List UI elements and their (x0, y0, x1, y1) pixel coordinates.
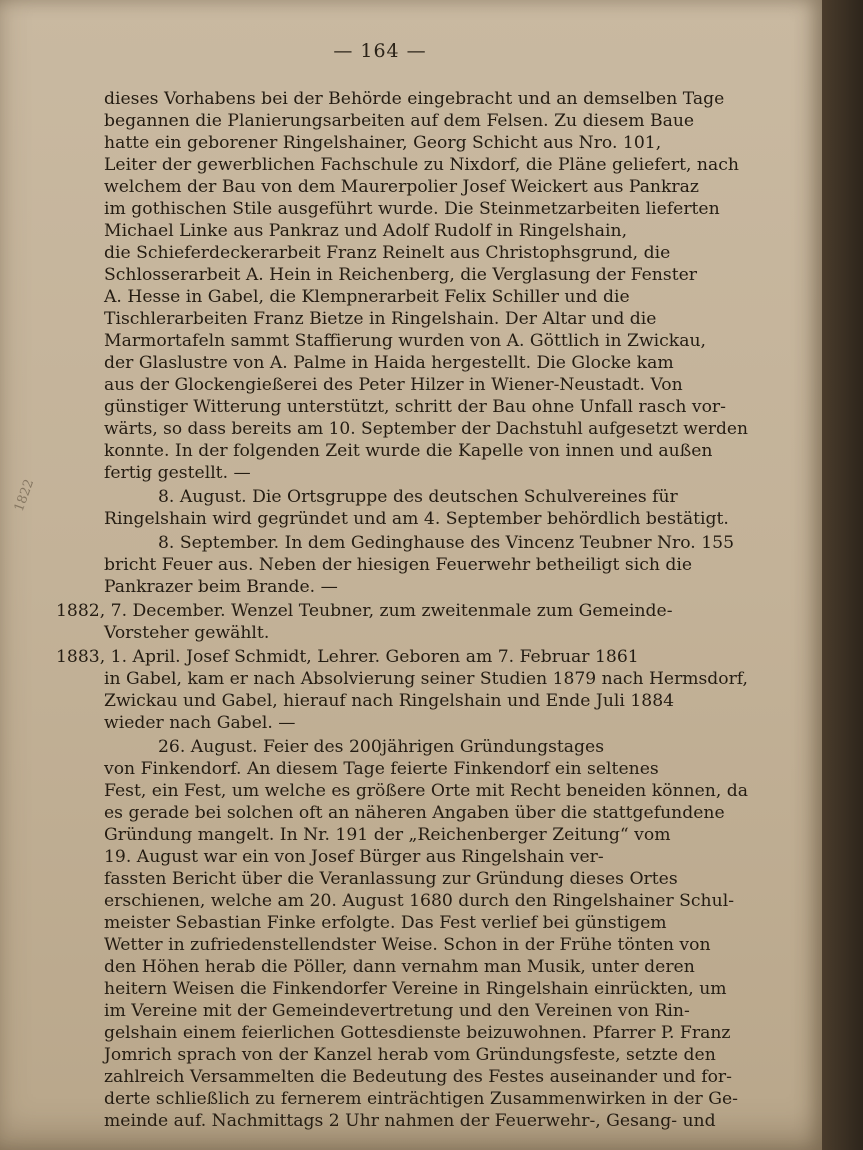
text-line: wärts, so dass bereits am 10. September der Dachstuhl aufgesetzt werden (104, 419, 748, 439)
text-line: Vorsteher gewählt. (104, 623, 270, 643)
text-line: Leiter der gewerblichen Fachschule zu Nixdorf, die Pläne geliefert, nach (104, 155, 739, 175)
text-line: aus der Glockengießerei des Peter Hilzer in Wiener-Neustadt. Von (104, 375, 683, 395)
text-line: Wetter in zufriedenstellendster Weise. Schon in der Frühe tönten von (104, 935, 711, 955)
text-line: heitern Weisen die Finkendorfer Vereine in Ringelshain einrückten, um (104, 979, 727, 999)
text-line: bricht Feuer aus. Neben der hiesigen Feuerwehr betheiligt sich die (104, 555, 693, 575)
entry-8-august: 8. August. Die Ortsgruppe des deutschen Schulvereines für (158, 487, 678, 507)
text-line: begannen die Planierungsarbeiten auf dem Felsen. Zu diesem Baue (104, 111, 695, 131)
text-line: Pankrazer beim Brande. — (104, 577, 338, 597)
text-line: hatte ein geborener Ringelshainer, Georg Schicht aus Nro. 101, (104, 133, 662, 153)
text-line: erschienen, welche am 20. August 1680 durch den Ringelshainer Schul- (104, 891, 735, 911)
text-line: meister Sebastian Finke erfolgte. Das Fest verlief bei günstigem (104, 913, 667, 933)
text-line: im Vereine mit der Gemeindevertretung und den Vereinen von Rin- (104, 1001, 690, 1021)
text-line: zahlreich Versammelten die Bedeutung des Festes auseinander und for- (104, 1067, 732, 1087)
entry-1883-april: 1883, 1. April. Josef Schmidt, Lehrer. Geboren am 7. Februar 1861 (56, 647, 639, 667)
entry-1882-december: 1882, 7. December. Wenzel Teubner, zum zweitenmale zum Gemeinde- (56, 601, 673, 621)
text-line: günstiger Witterung unterstützt, schritt der Bau ohne Unfall rasch vor- (104, 397, 726, 417)
entry-26-august: 26. August. Feier des 200jährigen Gründungstages (158, 737, 605, 757)
text-line: den Höhen herab die Pöller, dann vernahm man Musik, unter deren (104, 957, 695, 977)
text-line: meinde auf. Nachmittags 2 Uhr nahmen der Feuerwehr-, Gesang- und (104, 1111, 716, 1131)
text-line: wieder nach Gabel. — (104, 713, 296, 733)
text-line: derte schließlich zu fernerem einträchtigen Zusammenwirken in der Ge- (104, 1089, 738, 1109)
text-line: im gothischen Stile ausgeführt wurde. Die Steinmetzarbeiten lieferten (104, 199, 720, 219)
entry-8-september: 8. September. In dem Gedinghause des Vincenz Teubner Nro. 155 (158, 533, 735, 553)
text-line: welchem der Bau von dem Maurerpolier Josef Weickert aus Pankraz (104, 177, 699, 197)
text-line: Schlosserarbeit A. Hein in Reichenberg, die Verglasung der Fenster (104, 265, 697, 285)
text-line: der Glaslustre von A. Palme in Haida hergestellt. Die Glocke kam (104, 353, 674, 373)
text-line: Zwickau und Gabel, hierauf nach Ringelshain und Ende Juli 1884 (104, 691, 675, 711)
text-line: Michael Linke aus Pankraz und Adolf Rudolf in Ringelshain, (104, 221, 628, 241)
book-edge-shadow (822, 0, 863, 1150)
text-line: von Finkendorf. An diesem Tage feierte Finkendorf ein seltenes (104, 759, 659, 779)
text-line: 19. August war ein von Josef Bürger aus Ringelshain ver- (104, 847, 604, 867)
text-line: es gerade bei solchen oft an näheren Angaben über die stattgefundene (104, 803, 725, 823)
page-number: — 164 — (333, 40, 427, 62)
text-line: Tischlerarbeiten Franz Bietze in Ringelshain. Der Altar und die (104, 309, 657, 329)
margin-pencil-mark: 1822 (11, 477, 38, 514)
text-line: Jomrich sprach von der Kanzel herab vom Gründungsfeste, setzte den (104, 1045, 716, 1065)
text-line: Gründung mangelt. In Nr. 191 der „Reichenberger Zeitung“ vom (104, 825, 671, 845)
text-line: dieses Vorhabens bei der Behörde eingebracht und an demselben Tage (104, 89, 725, 109)
text-line: die Schieferdeckerarbeit Franz Reinelt aus Christophsgrund, die (104, 243, 671, 263)
text-line: Ringelshain wird gegründet und am 4. September behördlich bestätigt. (104, 509, 729, 529)
text-line: A. Hesse in Gabel, die Klempnerarbeit Felix Schiller und die (104, 287, 630, 307)
text-line: in Gabel, kam er nach Absolvierung seiner Studien 1879 nach Hermsdorf, (104, 669, 748, 689)
text-line: konnte. In der folgenden Zeit wurde die Kapelle von innen und außen (104, 441, 713, 461)
text-line: fertig gestellt. — (104, 463, 251, 483)
text-line: Marmortafeln sammt Staffierung wurden von A. Göttlich in Zwickau, (104, 331, 706, 351)
text-line: fassten Bericht über die Veranlassung zur Gründung dieses Ortes (104, 869, 678, 889)
text-line: gelshain einem feierlichen Gottesdienste beizuwohnen. Pfarrer P. Franz (104, 1023, 731, 1043)
text-line: Fest, ein Fest, um welche es größere Orte mit Recht beneiden können, da (104, 781, 749, 801)
